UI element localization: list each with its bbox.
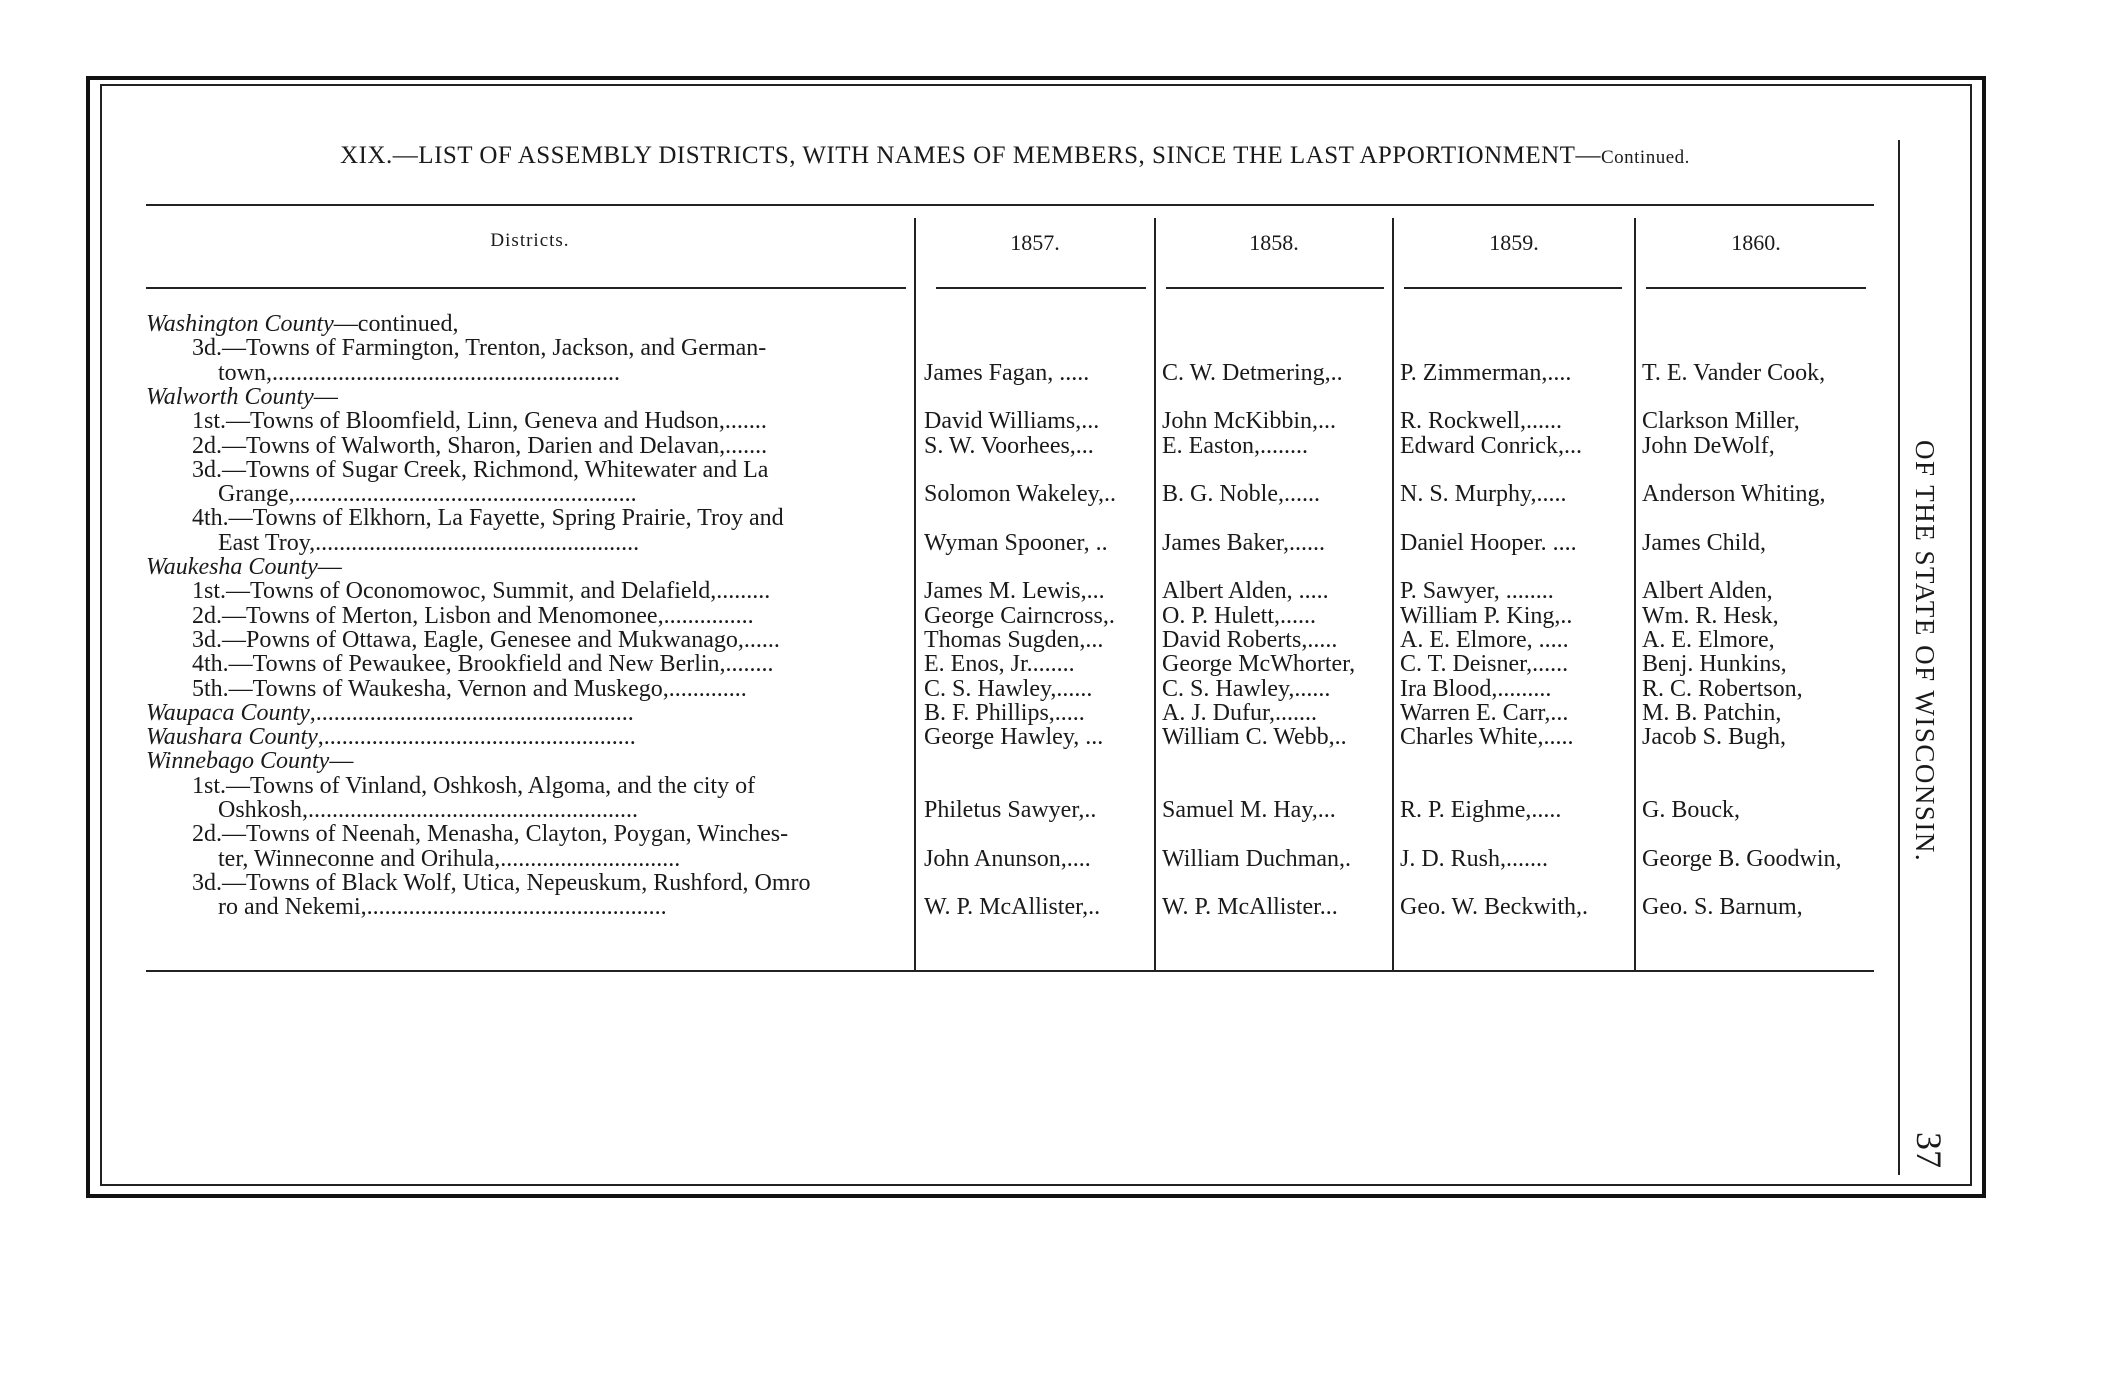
member-1860: G. Bouck, <box>1642 798 1740 822</box>
member-1859: Daniel Hooper. .... <box>1400 530 1577 555</box>
member-1860: Anderson Whiting, <box>1642 482 1826 507</box>
member-1858: John McKibbin,... <box>1162 409 1336 434</box>
table-title-suffix: Continued. <box>1600 147 1690 168</box>
county-heading <box>146 749 914 773</box>
member-1858: E. Easton,........ <box>1162 433 1308 458</box>
header-top-rule <box>146 204 1874 206</box>
county-name: Washington County <box>146 312 334 336</box>
member-1858: C. S. Hawley,...... <box>1162 676 1331 701</box>
county-name: Waushara County <box>146 725 318 750</box>
running-head-text: OF THE STATE OF WISCONSIN. <box>1910 440 1940 863</box>
county-name: Walworth County <box>146 384 314 409</box>
county-suffix: — <box>329 749 354 774</box>
member-1860: Benj. Hunkins, <box>1642 652 1787 677</box>
district-description: 1st.—Towns of Oconomowoc, Summit, and Delafield,......... <box>192 579 771 604</box>
county-heading <box>146 725 914 749</box>
district-description: 2d.—Towns of Merton, Lisbon and Menomonee,............... <box>192 603 754 628</box>
member-1857: Solomon Wakeley,.. <box>924 482 1117 507</box>
member-1858: A. J. Dufur,....... <box>1162 700 1318 725</box>
page-number: 37 <box>1909 1132 1949 1168</box>
member-1860: James Child, <box>1642 530 1766 555</box>
county-suffix: —continued, <box>333 312 459 336</box>
member-1857: S. W. Voorhees,... <box>924 433 1094 458</box>
member-1858: James Baker,...... <box>1162 530 1325 555</box>
member-1858: W. P. McAllister... <box>1162 895 1338 920</box>
county-name: Waupaca County <box>146 700 310 725</box>
member-1859: R. P. Eighme,..... <box>1400 798 1562 822</box>
district-description: 4th.—Towns of Pewaukee, Brookfield and New Berlin,........ <box>192 652 774 677</box>
header-underline-1857 <box>936 287 1146 289</box>
running-head-rule <box>1898 140 1900 1175</box>
header-1860: 1860. <box>1731 230 1781 255</box>
member-1858: C. W. Detmering,.. <box>1162 360 1343 385</box>
district-description: ro and Nekemi,.................................................. <box>218 895 667 920</box>
header-districts: Districts. <box>490 230 570 251</box>
member-1860: R. C. Robertson, <box>1642 676 1803 701</box>
county-heading <box>146 312 914 336</box>
header-1857: 1857. <box>1010 230 1060 255</box>
member-1857: C. S. Hawley,...... <box>924 676 1093 701</box>
member-1858: David Roberts,..... <box>1162 627 1338 652</box>
member-1859: P. Sawyer, ........ <box>1400 579 1554 604</box>
member-1859: Ira Blood,......... <box>1400 676 1552 701</box>
member-1860: Jacob S. Bugh, <box>1642 725 1786 750</box>
member-1860: A. E. Elmore, <box>1642 627 1775 652</box>
district-description: town,.......................................................... <box>218 360 620 385</box>
district-description: Oshkosh,....................................................... <box>218 798 639 822</box>
member-1859: J. D. Rush,....... <box>1400 846 1549 871</box>
district-description: 3d.—Towns of Farmington, Trenton, Jackson, and German- <box>192 336 767 361</box>
member-1859: Geo. W. Beckwith,. <box>1400 895 1588 920</box>
header-underline-1859 <box>1404 287 1622 289</box>
member-1860: John DeWolf, <box>1642 433 1775 458</box>
member-1858: Albert Alden, ..... <box>1162 579 1329 604</box>
member-1857: George Cairncross,. <box>924 603 1115 628</box>
district-description: Grange,......................................................... <box>218 482 637 507</box>
member-1857: W. P. McAllister,.. <box>924 895 1101 920</box>
district-description: 2d.—Towns of Walworth, Sharon, Darien and Delavan,....... <box>192 433 768 458</box>
table-title-main: XIX.—LIST OF ASSEMBLY DISTRICTS, WITH NAMES OF MEMBERS, SINCE THE LAST APPORTIONMENT— <box>340 142 1601 169</box>
member-1859: Charles White,..... <box>1400 725 1574 750</box>
member-1860: George B. Goodwin, <box>1642 846 1842 871</box>
district-description: ter, Winneconne and Orihula,.............................. <box>218 846 681 871</box>
district-description: 3d.—Towns of Black Wolf, Utica, Nepeuskum, Rushford, Omro <box>192 870 811 895</box>
header-underline-1858 <box>1166 287 1384 289</box>
district-description: East Troy,...................................................... <box>218 530 640 555</box>
county-name: Waukesha County <box>146 555 318 579</box>
county-heading <box>146 701 914 725</box>
member-1859: R. Rockwell,...... <box>1400 409 1562 434</box>
district-description: 3d.—Powns of Ottawa, Eagle, Genesee and Mukwanago,...... <box>192 627 780 652</box>
district-description: 4th.—Towns of Elkhorn, La Fayette, Spring Prairie, Troy and <box>192 506 784 531</box>
member-1859: N. S. Murphy,..... <box>1400 482 1567 507</box>
district-description: 1st.—Towns of Bloomfield, Linn, Geneva and Hudson,....... <box>192 409 767 434</box>
column-divider-2 <box>1154 218 1156 970</box>
table-title <box>150 142 1880 170</box>
member-1857: James Fagan, ..... <box>924 360 1090 385</box>
district-description: 1st.—Towns of Vinland, Oshkosh, Algoma, and the city of <box>192 773 756 798</box>
member-1857: David Williams,... <box>924 409 1100 434</box>
member-1857: George Hawley, ... <box>924 725 1104 750</box>
member-1857: Thomas Sugden,... <box>924 627 1104 652</box>
member-1858: B. G. Noble,...... <box>1162 482 1320 507</box>
member-1857: Wyman Spooner, .. <box>924 530 1108 555</box>
header-1858: 1858. <box>1249 230 1299 255</box>
member-1857: James M. Lewis,... <box>924 579 1105 604</box>
member-1858: O. P. Hulett,...... <box>1162 603 1317 628</box>
county-suffix: — <box>317 555 342 579</box>
member-1860: Clarkson Miller, <box>1642 409 1800 434</box>
column-divider-3 <box>1392 218 1394 970</box>
column-divider-4 <box>1634 218 1636 970</box>
member-1859: C. T. Deisner,...... <box>1400 652 1569 677</box>
member-1858: William Duchman,. <box>1162 846 1351 871</box>
member-1860: Wm. R. Hesk, <box>1642 603 1779 628</box>
header-1859: 1859. <box>1489 230 1539 255</box>
member-1860: Albert Alden, <box>1642 579 1773 604</box>
member-1860: Geo. S. Barnum, <box>1642 895 1803 920</box>
member-1859: Warren E. Carr,... <box>1400 700 1569 725</box>
member-1859: P. Zimmerman,.... <box>1400 360 1572 385</box>
header-underline-1860 <box>1646 287 1866 289</box>
county-suffix: ,.................................................... <box>317 725 636 750</box>
member-1860: T. E. Vander Cook, <box>1642 360 1826 385</box>
header-underline-districts <box>146 287 906 289</box>
county-suffix: ,..................................................... <box>309 700 634 725</box>
member-1857: Philetus Sawyer,.. <box>924 798 1097 822</box>
district-description: 3d.—Towns of Sugar Creek, Richmond, Whitewater and La <box>192 457 769 482</box>
district-description: 2d.—Towns of Neenah, Menasha, Clayton, Poygan, Winches- <box>192 822 789 847</box>
member-1858: George McWhorter, <box>1162 652 1356 677</box>
member-1858: William C. Webb,.. <box>1162 725 1347 750</box>
member-1860: M. B. Patchin, <box>1642 700 1782 725</box>
member-1857: John Anunson,.... <box>924 846 1091 871</box>
member-1859: Edward Conrick,... <box>1400 433 1582 458</box>
county-name: Winnebago County <box>146 749 330 774</box>
member-1859: William P. King,.. <box>1400 603 1573 628</box>
column-divider-1 <box>914 218 916 970</box>
county-suffix: — <box>313 384 338 409</box>
member-1857: E. Enos, Jr........ <box>924 652 1075 677</box>
member-1858: Samuel M. Hay,... <box>1162 798 1336 822</box>
member-1857: B. F. Phillips,..... <box>924 700 1085 725</box>
member-1859: A. E. Elmore, ..... <box>1400 627 1569 652</box>
county-heading <box>146 555 914 579</box>
district-description: 5th.—Towns of Waukesha, Vernon and Muskego,............. <box>192 676 747 701</box>
county-heading <box>146 385 914 409</box>
table-bottom-rule <box>146 970 1874 972</box>
